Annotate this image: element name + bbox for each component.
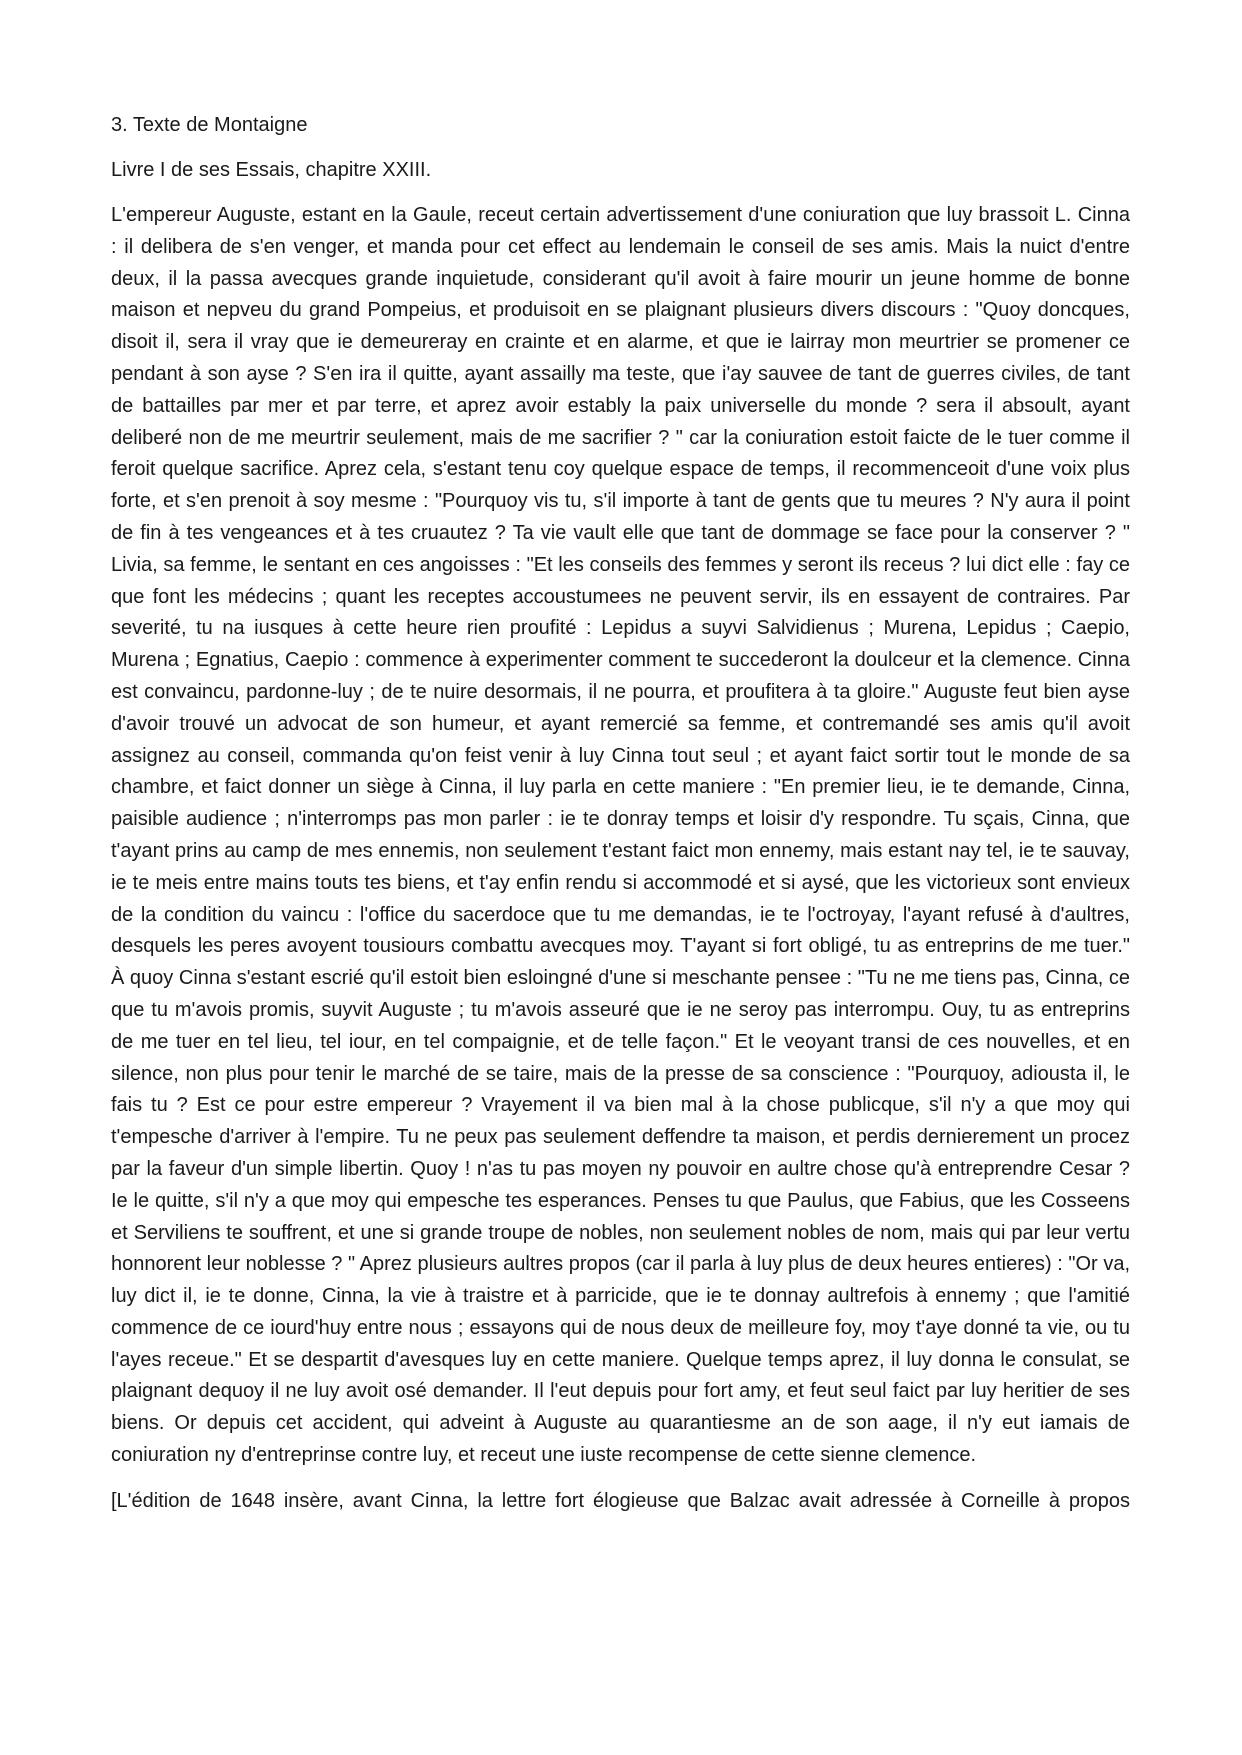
trailing-note: [L'édition de 1648 insère, avant Cinna, la lettre fort élogieuse que Balzac avait adressée à Corneille à propos [111,1489,1130,1512]
body-paragraph: L'empereur Auguste, estant en la Gaule, receut certain advertissement d'une coniuration que luy brassoit L. Cinna : il delibera de s'en venger, et manda pour cet effect au lendemain le conseil de ses amis. Mais la nuict d'entre deux, il la passa avecques grande inquietude, considerant qu'il avoit à faire mourir un jeune homme de bonne maison et nepveu du grand Pompeius, et produisoit en se plaignant plusieurs divers discours : "Quoy doncques, disoit il, sera il vray que ie demeureray en crainte et en alarme, et que ie lairray mon meurtrier se promener ce pendant à son ayse ? S'en ira il quitte, ayant assailly ma teste, que i'ay sauvee de tant de guerres civiles, de tant de battailles par mer et par terre, et aprez avoir estably la paix universelle du monde ? sera il absoult, ayant deliberé non de me meurtrir seulement, mais de me sacrifier ? " car la coniuration estoit faicte de le tuer comme il feroit quelque sacrifice. Aprez cela, s'estant tenu coy quelque espace de temps, il recommenceoit d'une voix plus forte, et s'en prenoit à soy mesme : "Pourquoy vis tu, s'il importe à tant de gents que tu meures ? N'y aura il point de fin à tes vengeances et à tes cruautez ? Ta vie vault elle que tant de dommage se face pour la conserver ? " Livia, sa femme, le sentant en ces angoisses : "Et les conseils des femmes y seront ils receus ? lui dict elle : fay ce que font les médecins ; quant les receptes accoustumees ne peuvent servir, ils en essayent de contraires. Par severité, tu na iusques à cette heure rien proufité : Lepidus a suyvi Salvidienus ; Murena, Lepidus ; Caepio, Murena ; Egnatius, Caepio : commence à experimenter comment te succederont la doulceur et la clemence. Cinna est convaincu, pardonne-luy ; de te nuire desormais, il ne pourra, et proufitera à ta gloire." Auguste feut bien ayse d'avoir trouvé un advocat de son humeur, et ayant remercié sa femme, et contremandé ses amis qu'il avoit assignez au conseil, commanda qu'on feist venir à luy Cinna tout seul ; et ayant faict sortir tout le monde de sa chambre, et faict donner un siège à Cinna, il luy parla en cette maniere : "En premier lieu, ie te demande, Cinna, paisible audience ; n'interromps pas mon parler : ie te donray temps et loisir d'y respondre. Tu sçais, Cinna, que t'ayant prins au camp de mes ennemis, non seulement t'estant faict mon ennemy, mais estant nay tel, ie te sauvay, ie te meis entre mains touts tes biens, et t'ay enfin rendu si accommodé et si aysé, que les victorieux sont envieux de la condition du vaincu : l'office du sacerdoce que tu me demandas, ie te l'octroyay, l'ayant refusé à d'aultres, desquels les peres avoyent tousiours combattu avecques moy. T'ayant si fort obligé, tu as entreprins de me tuer." À quoy Cinna s'estant escrié qu'il estoit bien esloingné d'une si meschante pensee : "Tu ne me tiens pas, Cinna, ce que tu m'avois promis, suyvit Auguste ; tu m'avois asseuré que ie ne seroy pas interrompu. Ouy, tu as entreprins de me tuer en tel lieu, tel iour, en tel compaignie, et de telle façon." Et le veoyant transi de ces nouvelles, et en silence, non plus pour tenir le marché de se taire, mais de la presse de sa conscience : "Pourquoy, adiousta il, le fais tu ? Est ce pour estre empereur ? Vrayement il va bien mal à la chose publicque, s'il n'y a que moy qui t'empesche d'arriver à l'empire. Tu ne peux pas seulement deffendre ta maison, et perdis dernierement un procez par la faveur d'un simple libertin. Quoy ! n'as tu pas moyen ny pouvoir en aultre chose qu'à entreprendre Cesar ? Ie le quitte, s'il n'y a que moy qui empesche tes esperances. Penses tu que Paulus, que Fabius, que les Cosseens et Serviliens te souffrent, et une si grande troupe de nobles, non seulement nobles de nom, mais qui par leur vertu honnorent leur noblesse ? " Aprez plusieurs aultres propos (car il parla à luy plus de deux heures entieres) : "Or va, luy dict il, ie te donne, Cinna, la vie à traistre et à parricide, que ie te donnay aultrefois à ennemy ; que l'amitié commence de ce iourd'huy entre nous ; essayons qui de nous deux de meilleure foy, moy t'aye donné ta vie, ou tu l'ayes receue." Et se despartit d'avesques luy en cette maniere. Quelque temps aprez, il luy donna le consulat, se plaignant dequoy il ne luy avoit osé demander. Il l'eut depuis pour fort amy, et feut seul faict par luy heritier de ses biens. Or depuis cet accident, qui adveint à Auguste au quarantiesme an de son aage, il n'y eut iamais de coniuration ny d'entreprinse contre luy, et receut une iuste recompense de cette sienne clemence. [111,204,1130,1467]
source-reference: Livre I de ses Essais, chapitre XXIII. [111,159,432,181]
document-page [111,110,1130,1517]
section-heading: 3. Texte de Montaigne [111,114,308,136]
